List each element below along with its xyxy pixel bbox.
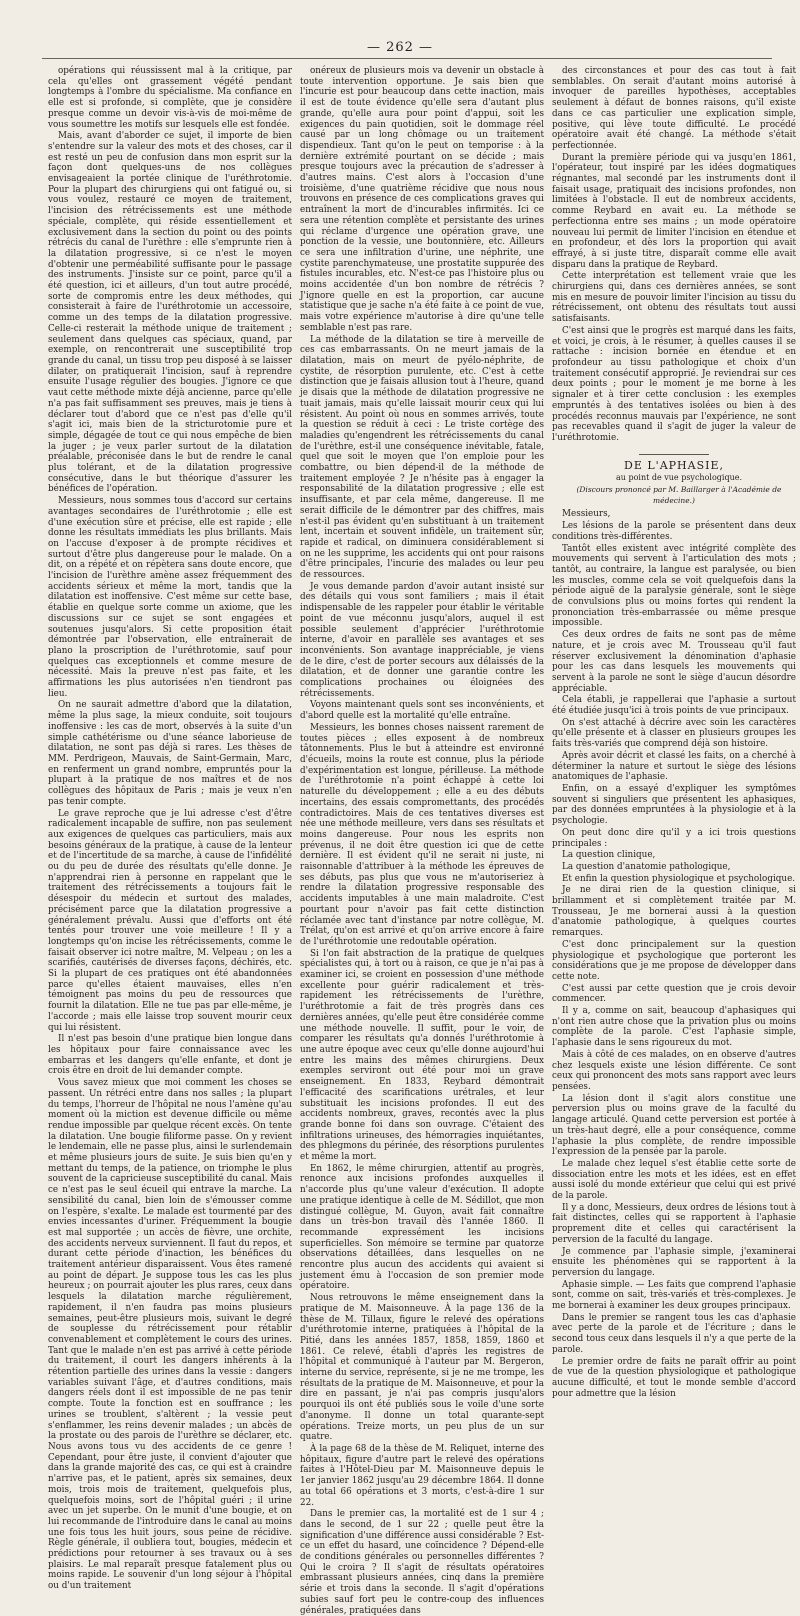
section-heading [552,454,796,507]
paragraph: La question d'anatomie pathologique, [562,861,731,872]
section-author: (Discours prononcé par M. Baillarger à l'Académie de médecine.) [576,485,782,505]
section-divider [639,454,709,455]
section-title: DE L'APHASIE, [624,458,724,472]
paragraph: onéreux de plusieurs mois va devenir un obstacle à toute intervention opportune. Je sais bien que l'incurie est pour beaucoup dans cette inaction, mais il est de toute évidence qu'elle sera d'autant plus grande, qu'elle aura pour point d'appui, soit les exigences du pain quotidien, soit le dommage réel causé par un long chômage ou un traitement dispendieux. Tant qu'on le peut on temporise : à la dernière extrémité pourtant on se décide ; mais presque toujours avec la précaution de s'adresser à d'autres mains. C'est alors à l'occasion d'une troisième, d'une quatrième récidive que nous nous trouvons en présence de ces complications graves qui entraînent la mort de d'incurables infirmités. Ici ce sera une rétention complète et persistante des urines qui réclame d'urgence une opération grave, une ponction de la vessie, une boutonnière, etc. Ailleurs ce sera une infiltration d'urine, une néphrite, une cystite parenchymateuse, une prostatite suppurée des fistules incurables, etc. N'est-ce pas l'histoire plus ou moins accidentée d'un bon nombre de rétrécis ? J'ignore quelle en est la proportion, car aucune statistique que je sache n'a été faite à ce point de vue, mais votre expérience m'autorise à dire qu'une telle semblable n'est pas rare. [300,66,544,333]
paragraph: Les lésions de la parole se présentent dans deux conditions très-différentes. [552,521,796,542]
paragraph: La méthode de la dilatation se tire à merveille de ces cas embarrassants. On ne meurt jamais de la dilatation, mais on meurt de pyélo-néphrite, de cystite, de résorption purulente, etc. C'est à cette distinction que je faisais allusion tout à l'heure, quand je disais que la méthode de dilatation progressive ne tuait jamais, mais qu'elle laissait mourir ceux qui lui résistent. Au point où nous en sommes arrivés, toute la question se réduit à ceci : Le triste cortège des maladies qu'engendrent les rétrécissements du canal de l'urèthre, est-il une conséquence inévitable, fatale, quel que soit le moyen que l'on emploie pour les combattre, ou bien dépend-il de la méthode de traitement employée ? Je n'hésite pas à engager la responsabilité de la dilatation progressive ; elle est insuffisante, et par cela même, dangereuse. Il me serait difficile de le démontrer par des chiffres, mais n'est-il pas évident qu'en substituant à un traitement lent, incertain et souvent infidèle, un traitement sûr, rapide et radical, on diminuera considérablement si on ne les supprime, les accidents qui ont pour raisons d'être principales, l'incurie des malades ou leur peu de ressources. [300,334,544,581]
paragraph: Messieurs, [562,509,611,520]
paragraph: Je vous demande pardon d'avoir autant insisté sur des détails qui vous sont familiers ; mais il était indispensable de les rappeler pour établir le véritable point de vue méconnu jusqu'alors, auquel il est possible seulement d'apprécier l'uréthrotomie interne, d'avoir en parallèle ses avantages et ses inconvénients. Son avantage inappréciable, je viens de le dire, c'est de porter secours aux délaissés de la dilatation, et de donner une garantie contre les complications prochaines ou éloignées des rétrécissements. [300,581,544,699]
paragraph: Tantôt elles existent avec intégrité complète des mouvements qui servent à l'articulation des mots ; tantôt, au contraire, la langue est paralysée, ou bien les muscles, comme cela se voit quelquefois dans la période aiguë de la paralysie générale, sont le siège de convulsions plus ou moins fortes qui rendent la prononciation très-embarrassée ou même presque impossible. [552,543,796,629]
paragraph: Le malade chez lequel s'est établie cette sorte de dissociation entre les mots et les idées, est en effet aussi isolé du monde extérieur que celui qui est privé de la parole. [552,1158,796,1202]
paragraph: des circonstances et pour des cas tout à fait semblables. On serait d'autant moins autorisé à invoquer de pareilles hypothèses, acceptables seulement à défaut de bonnes raisons, qu'il existe dans ce cas particulier une explication simple, positive, qui lève toute difficulté. Le procédé opératoire avait été changé. La méthode s'était perfectionnée. [552,66,796,151]
paragraph: Mais à côté de ces malades, on en observe d'autres chez lesquels existe une lésion différente. Ce sont ceux qui prononcent des mots sans rapport avec leurs pensées. [552,1049,796,1092]
paragraph: Cela établi, je rappellerai que l'aphasie a surtout été étudiée jusqu'ici à trois points de vue principaux. [552,695,796,717]
paragraph: On ne saurait admettre d'abord que la dilatation, même la plus sage, la mieux conduite, soit toujours inoffensive : les cas de mort, observés à la suite d'un simple cathétérisme ou d'une séance laborieuse de dilatation, ne sont pas déjà si rares. Les thèses de MM. Perdrigeon, Mauvais, de Saint-Germain, Marc, en renferment un grand nombre, empruntés pour la plupart à la pratique de nos maîtres et de nos collègues des hôpitaux de Paris ; mais je veux n'en pas tenir compte. [48,700,292,807]
page-number: — 262 — [366,40,434,55]
paragraph: Messieurs, nous sommes tous d'accord sur certains avantages secondaires de l'uréthrotomie ; elle est d'une exécution sûre et précise, elle est rapide ; elle donne les résultats immédiats les plus brillants. Mais on l'accuse d'exposer à de prompte récidives et surtout d'être plus dangereuse pour le malade. On a dit, on a répété et on répètera sans doute encore, que l'incision de l'urèthre amène assez fréquemment des accidents sérieux et même la mort, tandis que la dilatation est inoffensive. C'est même sur cette base, établie en quelque sorte comme un axiome, que les discussions sur ce sujet se sont engagées et soutenues jusqu'alors. Si cette proposition était démontrée par l'observation, elle entraînerait de plano la proscription de l'uréthrotomie, sauf pour quelques cas exceptionnels et comme mesure de nécessité. Mais la preuve n'est pas faite, et les affirmations les plus autorisées n'en tiendront pas lieu. [48,496,292,699]
paragraph: Vous savez mieux que moi comment les choses se passent. Un rétréci entre dans nos salles ; la plupart du temps, l'horreur de l'hôpital ne nous l'amène qu'au moment où la miction est devenue difficile ou même rendue impossible par quelque récent excès. On tente la dilatation. Une bougie filiforme passe. On y revient le lendemain, elle ne passe plus, ainsi le surlendemain et même plusieurs jours de suite. Je suis bien qu'en y mettant du temps, de la patience, on triomphe le plus souvent de la capricieuse susceptibilité du canal. Mais ce n'est pas le seul écueil qui entrave la marche. La sensibilité du canal, bien loin de s'émousser comme on l'espère, s'exalte. Le malade est tourmenté par des envies incessantes d'uriner. Fréquemment la bougie est mal supportée ; un accès de fièvre, une orchite, des accidents nerveux surviennent. Il faut du repos, et durant cette période d'inaction, les bénéfices du traitement antérieur disparaissent. Vous êtes ramené au point de départ. Je suppose tous les cas les plus heureux ; on pourrait ajouter les plus rares, ceux dans lesquels la dilatation marche régulièrement, rapidement, il n'en faudra pas moins plusieurs semaines, peut-être plusieurs mois, suivant le degré de souplesse du rétrécissement pour rétablir convenablement et complètement le cours des urines. Tant que le malade n'en est pas arrivé à cette période du traitement, il court les dangers inhérents à la rétention partielle des urines dans la vessie : dangers variables suivant l'âge, et d'autres conditions, mais dangers réels dont il est impossible de ne pas tenir compte. Toute la fonction est en souffrance ; les urines se troublent, s'altèrent ; la vessie peut s'enflammer, les reins devenir malades ; un abcès de la prostate ou des parois de l'urèthre se déclarer, etc. Nous avons tous vu des accidents de ce genre ! Cependant, pour être juste, il convient d'ajouter que dans la grande majorité des cas, ce qui est à craindre n'arrive pas, et le patient, après six semaines, deux mois, trois mois de traitement, quelquefois plus, quelquefois moins, sort de l'hôpital guéri ; il urine avec un jet superbe. On le munit d'une bougie, et on lui recommande de l'introduire dans le canal au moins une fois tous les huit jours, sous peine de récidive. Règle générale, il oubliera tout, bougies, médecin et prédictions pour retourner à ses travaux ou à ses plaisirs. Le mal reparaît presque fatalement plus ou moins rapide. Le souvenir d'un long séjour à l'hôpital ou d'un traitement [48,1078,292,1592]
paragraph: La lésion dont il s'agit alors constitue une perversion plus ou moins grave de la faculté du langage articulé. Quand cette perversion est portée à un très-haut degré, elle a pour conséquence, comme l'aphasie la plus complète, de rendre impossible l'expression de la pensée par la parole. [552,1093,796,1158]
paragraph: Durant la première période qui va jusqu'en 1861, l'opérateur, tout inspiré par les idées dogmatiques régnantes, mal secondé par les instruments dont il faisait usage, pratiquait des incisions profondes, non limitées à l'obstacle. Il eut de nombreux accidents, comme Reybard en avait eu. La méthode se perfectionna entre ses mains ; un mode opératoire nouveau lui permit de limiter l'incision en étendue et en profondeur, et dès lors la proportion qui avait effrayé, à si juste titre, disparaît comme elle avait disparu dans la pratique de Reybard. [552,152,796,270]
paragraph: Le grave reproche que je lui adresse c'est d'être radicalement incapable de suffire, non pas seulement aux exigences de quelques cas particuliers, mais aux besoins généraux de la pratique, à cause de la lenteur et de l'incertitude de sa marche, à cause de l'infidélité ou du peu de durée des résultats qu'elle donne. Je n'apprendrai rien à personne en rappelant que le traitement des rétrécissements a toujours fait le désespoir du médecin et surtout des malades, précisément parce que la dilatation progressive a généralement prévalu. Aussi que d'efforts ont été tentés pour trouver une voie meilleure ! Il y a longtemps qu'on incise les rétrécissements, comme le faisait observer ici notre maître, M. Velpeau ; on les a scarifiés, cautérisés de diverses façons, déchirés, etc. Si la plupart de ces pratiques ont été abandonnées parce qu'elles étaient mauvaises, elles n'en témoignent pas moins du peu de ressources que fournit la dilatation. Elle ne tue pas par elle-même, je l'accorde ; mais elle laisse trop souvent mourir ceux qui lui résistent. [48,808,292,1033]
paragraph: Mais, avant d'aborder ce sujet, il importe de bien s'entendre sur la valeur des mots et des choses, car il est resté un peu de confusion dans mon esprit sur la façon dont quelques-uns de nos collègues envisageaient la portée clinique de l'uréthrotomie. Pour la plupart des chirurgiens qui ont fatigué ou, si vous voulez, restauré ce moyen de traitement, l'incision des rétrécissements est une méthode spéciale, complète, qui réside essentiellement et exclusivement dans la section du point ou des points rétrécis du canal de l'urèthre : elle s'emprunte rien à la dilatation progressive, si ce n'est le moyen d'obtenir une perméabilité suffisante pour le passage des instruments. J'insiste sur ce point, parce qu'il a été question, ici et ailleurs, d'un tout autre procédé, sorte de compromis entre les deux méthodes, qui consisterait à faire de l'uréthrotomie un accessoire, comme un des temps de la dilatation progressive. Celle-ci resterait la méthode unique de traitement ; seulement dans quelques cas spéciaux, quand, par exemple, on rencontrerait une susceptibilité trop grande du canal, un tissu trop peu disposé à se laisser dilater, on pratiquerait l'incision, sauf à reprendre ensuite l'usage régulier des bougies. J'ignore ce que vaut cette méthode mixte déjà ancienne, parce qu'elle n'a pas fait suffisamment ses preuves, mais je tiens à déclarer tout d'abord que ce n'est pas d'elle qu'il s'agit ici, mais bien de la stricturotomie pure et simple, dégagée de tout ce qui nous empêche de bien la juger ; je veux parler surtout de la dilatation préalable, préconisée dans le but de rendre le canal plus tolérant, et de la dilatation progressive consécutive, dans le but théorique d'assurer les bénéfices de l'opération. [48,131,292,495]
paragraph: En 1862, le même chirurgien, attentif au progrès, renonce aux incisions profondes auxquelles il n'accorde plus qu'une valeur d'exécution. Il adopte une pratique identique à celle de M. Sédillot, que mon distingué collègue, M. Guyon, avait fait connaître dans un très-bon travail dès l'année 1860. Il recommande expressément les incisions superficielles. Son mémoire se termine par quatorze observations détaillées, dans lesquelles on ne rencontre plus aucun des accidents qui avaient si justement ému à l'occasion de son premier mode opératoire. [300,1163,544,1292]
paragraph: Après avoir décrit et classé les faits, on a cherché à déterminer la nature et surtout le siège des lésions anatomiques de l'aphasie. [552,750,796,783]
column-right [552,66,796,1399]
section-subtitle: au point de vue psychologique. [615,473,743,483]
paragraph: Messieurs, les bonnes choses naissent rarement de toutes pièces ; elles exposent à de nombreux tâtonnements. Plus le but à atteindre est environné d'écueils, moins la route est connue, plus la période d'expérimentation est longue, périlleuse. La méthode de l'uréthrotomie n'a point échappé à cette loi naturelle du développement ; elle a eu des débuts incertains, des essais compromettants, des procédés contradictoires. Mais de ces tentatives diverses est née une méthode meilleure, vers dans ses résultats et moins dangereuse. Pour nous les esprits non prévenus, il ne doit être question ici que de cette dernière. Il est évident qu'il ne serait ni juste, ni raisonnable d'attribuer à la méthode les épreuves de ses débuts, pas plus que vous ne m'autoriseriez à rendre la dilatation progressive responsable des accidents imputables à une main maladroite. C'est pourtant pour n'avoir pas fait cette distinction réclamée avec tant d'instance par notre collègue, M. Trélat, qu'on est arrivé et qu'on arrive encore à faire de l'uréthrotomie une redoutable opération. [300,722,544,947]
paragraph: Il y a donc, Messieurs, deux ordres de lésions tout à fait distinctes, celles qui se rapportent à l'aphasie proprement dite et celles qui caractérisent la perversion de la faculté du langage. [552,1202,796,1245]
page-header [0,36,800,56]
paragraph: Ces deux ordres de faits ne sont pas de même nature, et je crois avec M. Trousseau qu'il faut réserver exclusivement la dénomination d'aphasie pour les cas dans lesquels les mouvements qui servent à la parole ne sont le siège d'aucun désordre appréciable. [552,630,796,694]
paragraph: Voyons maintenant quels sont ses inconvénients, et d'abord quelle est la mortalité qu'elle entraîne. [300,700,544,722]
column-right-top [552,66,796,444]
paragraph: Et enfin la question physiologique et psychologique. [562,873,796,884]
paragraph: À la page 68 de la thèse de M. Reliquet, interne des hôpitaux, figure d'autre part le relevé des opérations faites à l'Hôtel-Dieu par M. Maisonneuve depuis le 1er janvier 1862 jusqu'au 29 décembre 1864. Il donne au total 66 opérations et 3 morts, c'est-à-dire 1 sur 22. [300,1444,544,1508]
paragraph: Enfin, on a essayé d'expliquer les symptômes souvent si singuliers que présentent les aphasiques, par des données empruntées à la physiologie et à la psychologie. [552,784,796,827]
column-middle [300,66,544,1616]
column-left [48,66,292,1592]
column-right-bottom [552,509,796,1399]
header-rule [42,58,772,59]
paragraph: C'est donc principalement sur la question physiologique et psychologique que porteront les considérations que je me propose de développer dans cette note. [552,939,796,982]
paragraph: Je ne dirai rien de la question clinique, si brillamment et si complètement traitée par M. Trousseau, Je me bornerai aussi à la question d'anatomie pathologique, à quelques courtes remarques. [552,885,796,939]
paragraph: C'est ainsi que le progrès est marqué dans les faits, et voici, je crois, à le résumer, à quelles causes il se rattache : incision bornée en étendue et en profondeur au tissu pathologique et choix d'un traitement consécutif approprié. Je reviendrai sur ces deux points ; pour le moment je me borne à les signaler et à tirer cette conclusion : les exemples empruntés à des tentatives isolées ou bien à des procédés reconnus mauvais par l'expérience, ne sont pas recevables quand il s'agit de juger la valeur de l'uréthrotomie. [552,325,796,443]
paragraph: On peut donc dire qu'il y a ici trois questions principales : [552,827,796,849]
paragraph: Cette interprétation est tellement vraie que les chirurgiens qui, dans ces dernières années, se sont mis en mesure de pouvoir limiter l'incision au tissu du rétrécissement, ont obtenu des résultats tout aussi satisfaisants. [552,271,796,325]
paragraph: Dans le premier se rangent tous les cas d'aphasie avec perte de la parole et de l'écriture ; dans le second tous ceux dans lesquels il n'y a que perte de la parole. [552,1312,796,1355]
paragraph: Nous retrouvons le même enseignement dans la pratique de M. Maisonneuve. À la page 136 de la thèse de M. Tillaux, figure le relevé des opérations d'uréthrotomie interne, pratiquées à l'hôpital de la Pitié, dans les années 1857, 1858, 1859, 1860 et 1861. Ce relevé, établi d'après les registres de l'hôpital et communiqué à l'auteur par M. Bergeron, interne du service, représente, si je ne me trompe, les résultats de la pratique de M. Maisonneuve, et pour la dire en passant, je n'ai pas compris jusqu'alors pourquoi ils ont été publiés sous le voile d'une sorte d'anonyme. Il donne un total quarante-sept opérations. Treize morts, un peu plus de un sur quatre. [300,1293,544,1443]
paragraph: Aphasie simple. — Les faits que comprend l'aphasie sont, comme on sait, très-variés et très-complexes. Je me bornerai à examiner les deux groupes principaux. [552,1279,796,1312]
paragraph: Le premier ordre de faits ne paraît offrir au point de vue de la question physiologique et pathologique aucune difficulté, et tout le monde semble d'accord pour admettre que la lésion [552,1356,796,1399]
paragraph: On s'est attaché à décrire avec soin les caractères qu'elle présente et à classer en plusieurs groupes les faits très-variés que comprend déjà son histoire. [552,717,796,750]
paragraph: La question clinique, [562,850,656,861]
paragraph: Si l'on fait abstraction de la pratique de quelques spécialistes qui, à tort ou à raison, ce que je n'ai pas à examiner ici, se croient en possession d'une méthode excellente pour guérir radicalement et très-rapidement les rétrécissements de l'urèthre, l'uréthrotomie a fait de très progrès dans ces dernières années, qu'elle peut être considérée comme une méthode nouvelle. Il suffit, pour le voir, de comparer les résultats qu'a donnés l'uréthrotomie à une autre époque avec ceux qu'elle donne aujourd'hui entre les mains des mêmes chirurgiens. Deux exemples serviront out été pour moi un grave enseignement. En 1833, Reybard démontrait l'efficacité des scarifications urétrales, et leur substituait les incisions profondes. Il eut des accidents nombreux, graves, recontés avec la plus grande bonne foi dans son ouvrage. C'étaient des infiltrations urineuses, des hémorragies inquiétantes, des phlegmons du périnée, des résorptions purulentes et même la mort. [300,948,544,1163]
paragraph: opérations qui réussissent mal à la critique, par cela qu'elles ont grassement végété pendant longtemps à l'ombre du spécialisme. Ma confiance en elle est si profonde, si complète, que je considère presque comme un devoir vis-à-vis de moi-même de vous soumettre les motifs sur lesquels elle est fondée. [48,66,292,130]
paragraph: Dans le premier cas, la mortalité est de 1 sur 4 ; dans le second, de 1 sur 22 ; quelle peut être la signification d'une différence aussi considérable ? Est-ce un effet du hasard, une coïncidence ? Dépend-elle de conditions générales ou personnelles différentes ? Qui le croira ? Il s'agit de résultats opératoires embrassant plusieurs années, cinq dans la première série et trois dans la seconde. Il s'agit d'opérations subies sauf fort peu le contre-coup des influences générales, pratiquées dans [300,1509,544,1616]
paragraph: Je commence par l'aphasie simple, j'examinerai ensuite les phénomènes qui se rapportent à la perversion du langage. [552,1246,796,1278]
paragraph: C'est aussi par cette question que je crois devoir commencer. [552,983,796,1005]
paragraph: Il n'est pas besoin d'une pratique bien longue dans les hôpitaux pour faire connaissance avec les embarras et les dangers qu'elle enfante, et dont je crois être en droit de lui demander compte. [48,1034,292,1077]
paragraph: Il y a, comme on sait, beaucoup d'aphasiques qui n'ont rien autre chose que la privation plus ou moins complète de la parole. C'est l'aphasie simple, l'aphasie dans le sens rigoureux du mot. [552,1006,796,1049]
